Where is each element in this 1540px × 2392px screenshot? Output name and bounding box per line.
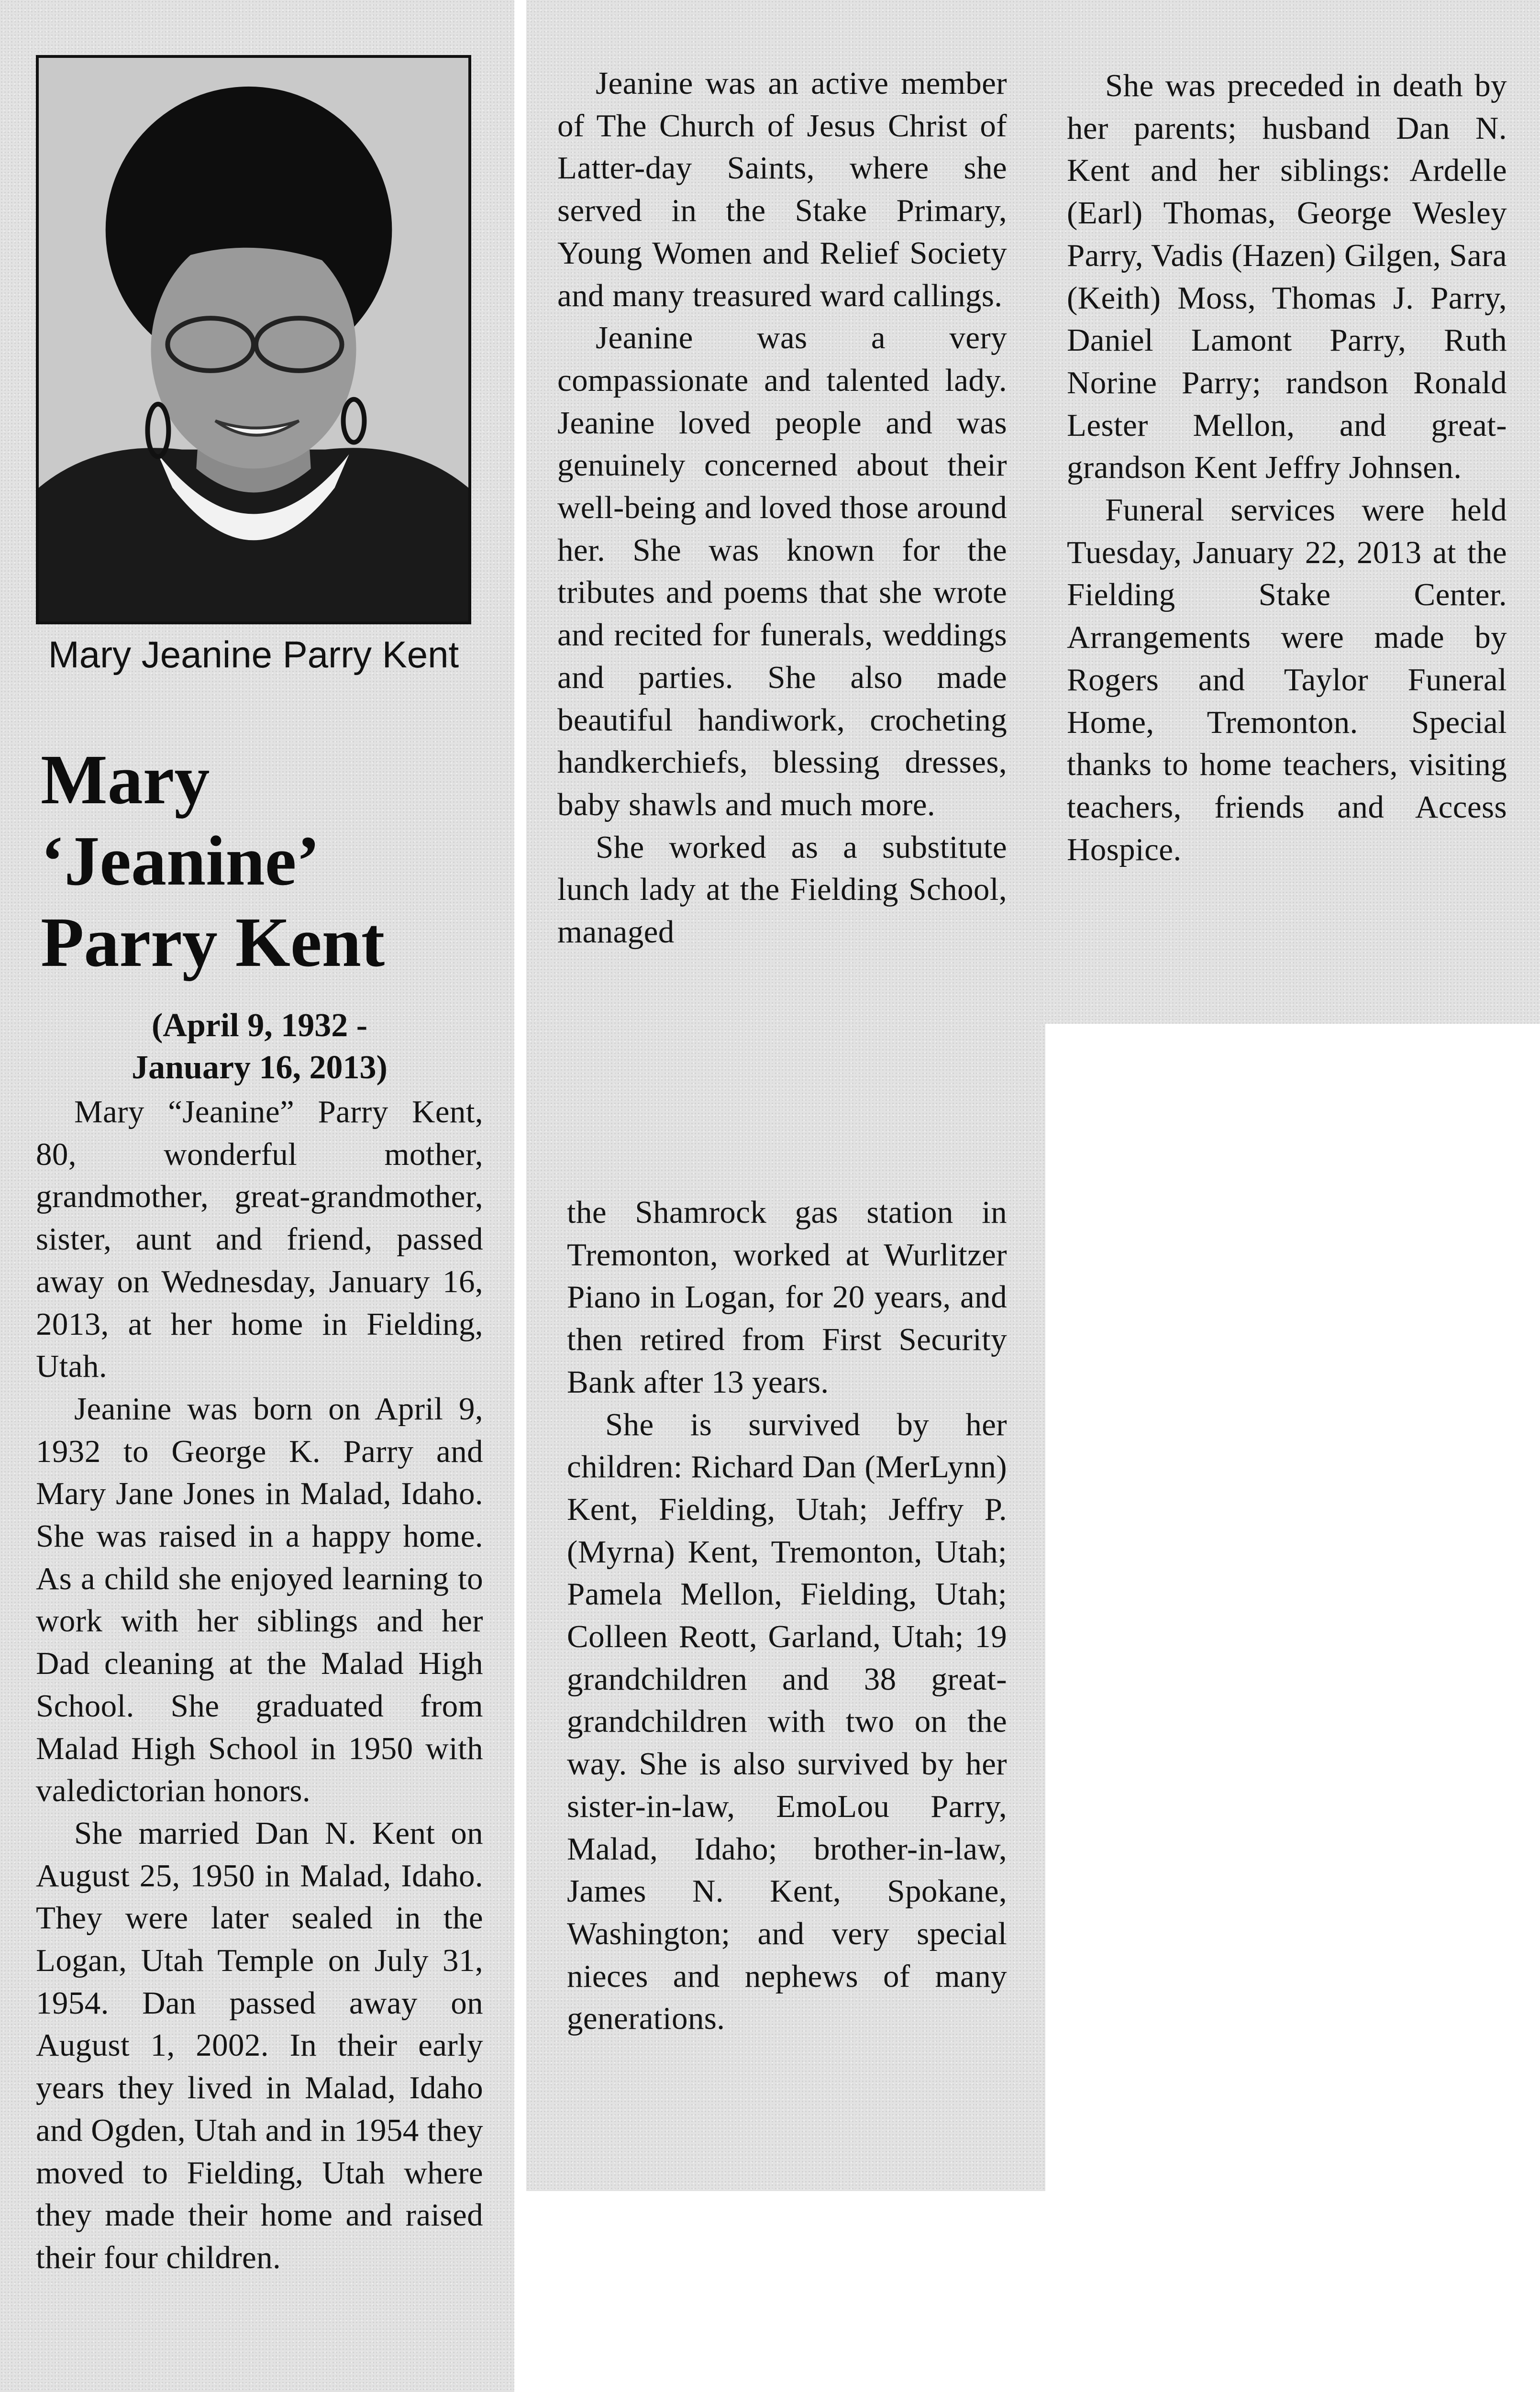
paragraph: She was preceded in death by her parents; husband Dan N. Kent and her siblings: Ardelle (Earl) Thomas, George Wesley Parry, Vadis (Hazen) Gilgen, Sara (Keith) Moss, Thomas J. Parry, Daniel Lamont Parry, Ruth Norine Parry; randson Ronald Lester Mellon, and great-grandson Kent Jeffry Johnsen. bbox=[1067, 68, 1507, 486]
birth-date-line: (April 9, 1932 - bbox=[151, 1007, 368, 1044]
paragraph: She worked as a substitute lunch lady at the Fielding School, managed bbox=[557, 829, 1007, 950]
paragraph: She is survived by her children: Richard Dan (MerLynn) Kent, Fielding, Utah; Jeffry P. (Myrna) Kent, Tremonton, Utah; Pamela Mellon, Fielding, Utah; Colleen Reott, Garland, Utah; 19 grandchildren and 38 great-grandchildren with two on the way. She is also survived by her sister-in-law, EmoLou Parry, Malad, Idaho; brother-in-law, James N. Kent, Spokane, Washington; and very special nieces and nephews of many generations. bbox=[567, 1406, 1007, 2037]
column-3-text bbox=[1067, 65, 1507, 871]
column-2-text-bottom bbox=[567, 1191, 1007, 2040]
column-2-text-top bbox=[557, 62, 1007, 953]
paragraph: Jeanine was a very compassionate and talented lady. Jeanine loved people and was genuinely concerned about their well-being and loved those around her. She was known for the tributes and poems that she wrote and recited for funerals, weddings and parties. She also made beautiful handiwork, crocheting handkerchiefs, blessing dresses, baby shawls and much more. bbox=[557, 320, 1007, 822]
life-dates bbox=[36, 1005, 483, 1089]
paragraph: Funeral services were held Tuesday, January 22, 2013 at the Fielding Stake Center. Arrangements were made by Rogers and Taylor Funeral Home, Tremonton. Special thanks to home teachers, visiting teachers, friends and Access Hospice. bbox=[1067, 492, 1507, 867]
death-date-line: January 16, 2013) bbox=[132, 1049, 388, 1086]
obituary-name-heading bbox=[41, 739, 500, 983]
heading-line-2: ‘Jeanine’ bbox=[41, 822, 320, 900]
paragraph: She married Dan N. Kent on August 25, 1950 in Malad, Idaho. They were later sealed in the Logan, Utah Temple on July 31, 1954. Dan passed away on August 1, 2002. In their early years they lived in Malad, Idaho and Ogden, Utah and in 1954 they moved to Fielding, Utah where they made their home and raised their four children. bbox=[36, 1815, 483, 2275]
photo-caption: Mary Jeanine Parry Kent bbox=[48, 633, 459, 676]
paragraph: Jeanine was born on April 9, 1932 to George K. Parry and Mary Jane Jones in Malad, Idaho. She was raised in a happy home. As a child she enjoyed learning to work with her siblings and her Dad cleaning at the Malad High School. She graduated from Malad High School in 1950 with valedictorian honors. bbox=[36, 1391, 483, 1809]
heading-line-3: Parry Kent bbox=[41, 903, 385, 982]
column-1-text bbox=[36, 1091, 483, 2279]
paragraph-continuation: the Shamrock gas station in Tremonton, worked at Wurlitzer Piano in Logan, for 20 years, and then retired from First Security Bank after 13 years. bbox=[567, 1195, 1007, 1400]
portrait-photo bbox=[36, 55, 471, 624]
portrait-image bbox=[39, 58, 468, 621]
paragraph: Mary “Jeanine” Parry Kent, 80, wonderful mother, grandmother, great-grandmother, sister, aunt and friend, passed away on Wednesday, January 16, 2013, at her home in Fielding, Utah. bbox=[36, 1094, 483, 1384]
heading-line-1: Mary bbox=[41, 741, 210, 819]
paragraph: Jeanine was an active member of The Church of Jesus Christ of Latter-day Saints, where she served in the Stake Primary, Young Women and Relief Society and many treasured ward callings. bbox=[557, 66, 1007, 313]
